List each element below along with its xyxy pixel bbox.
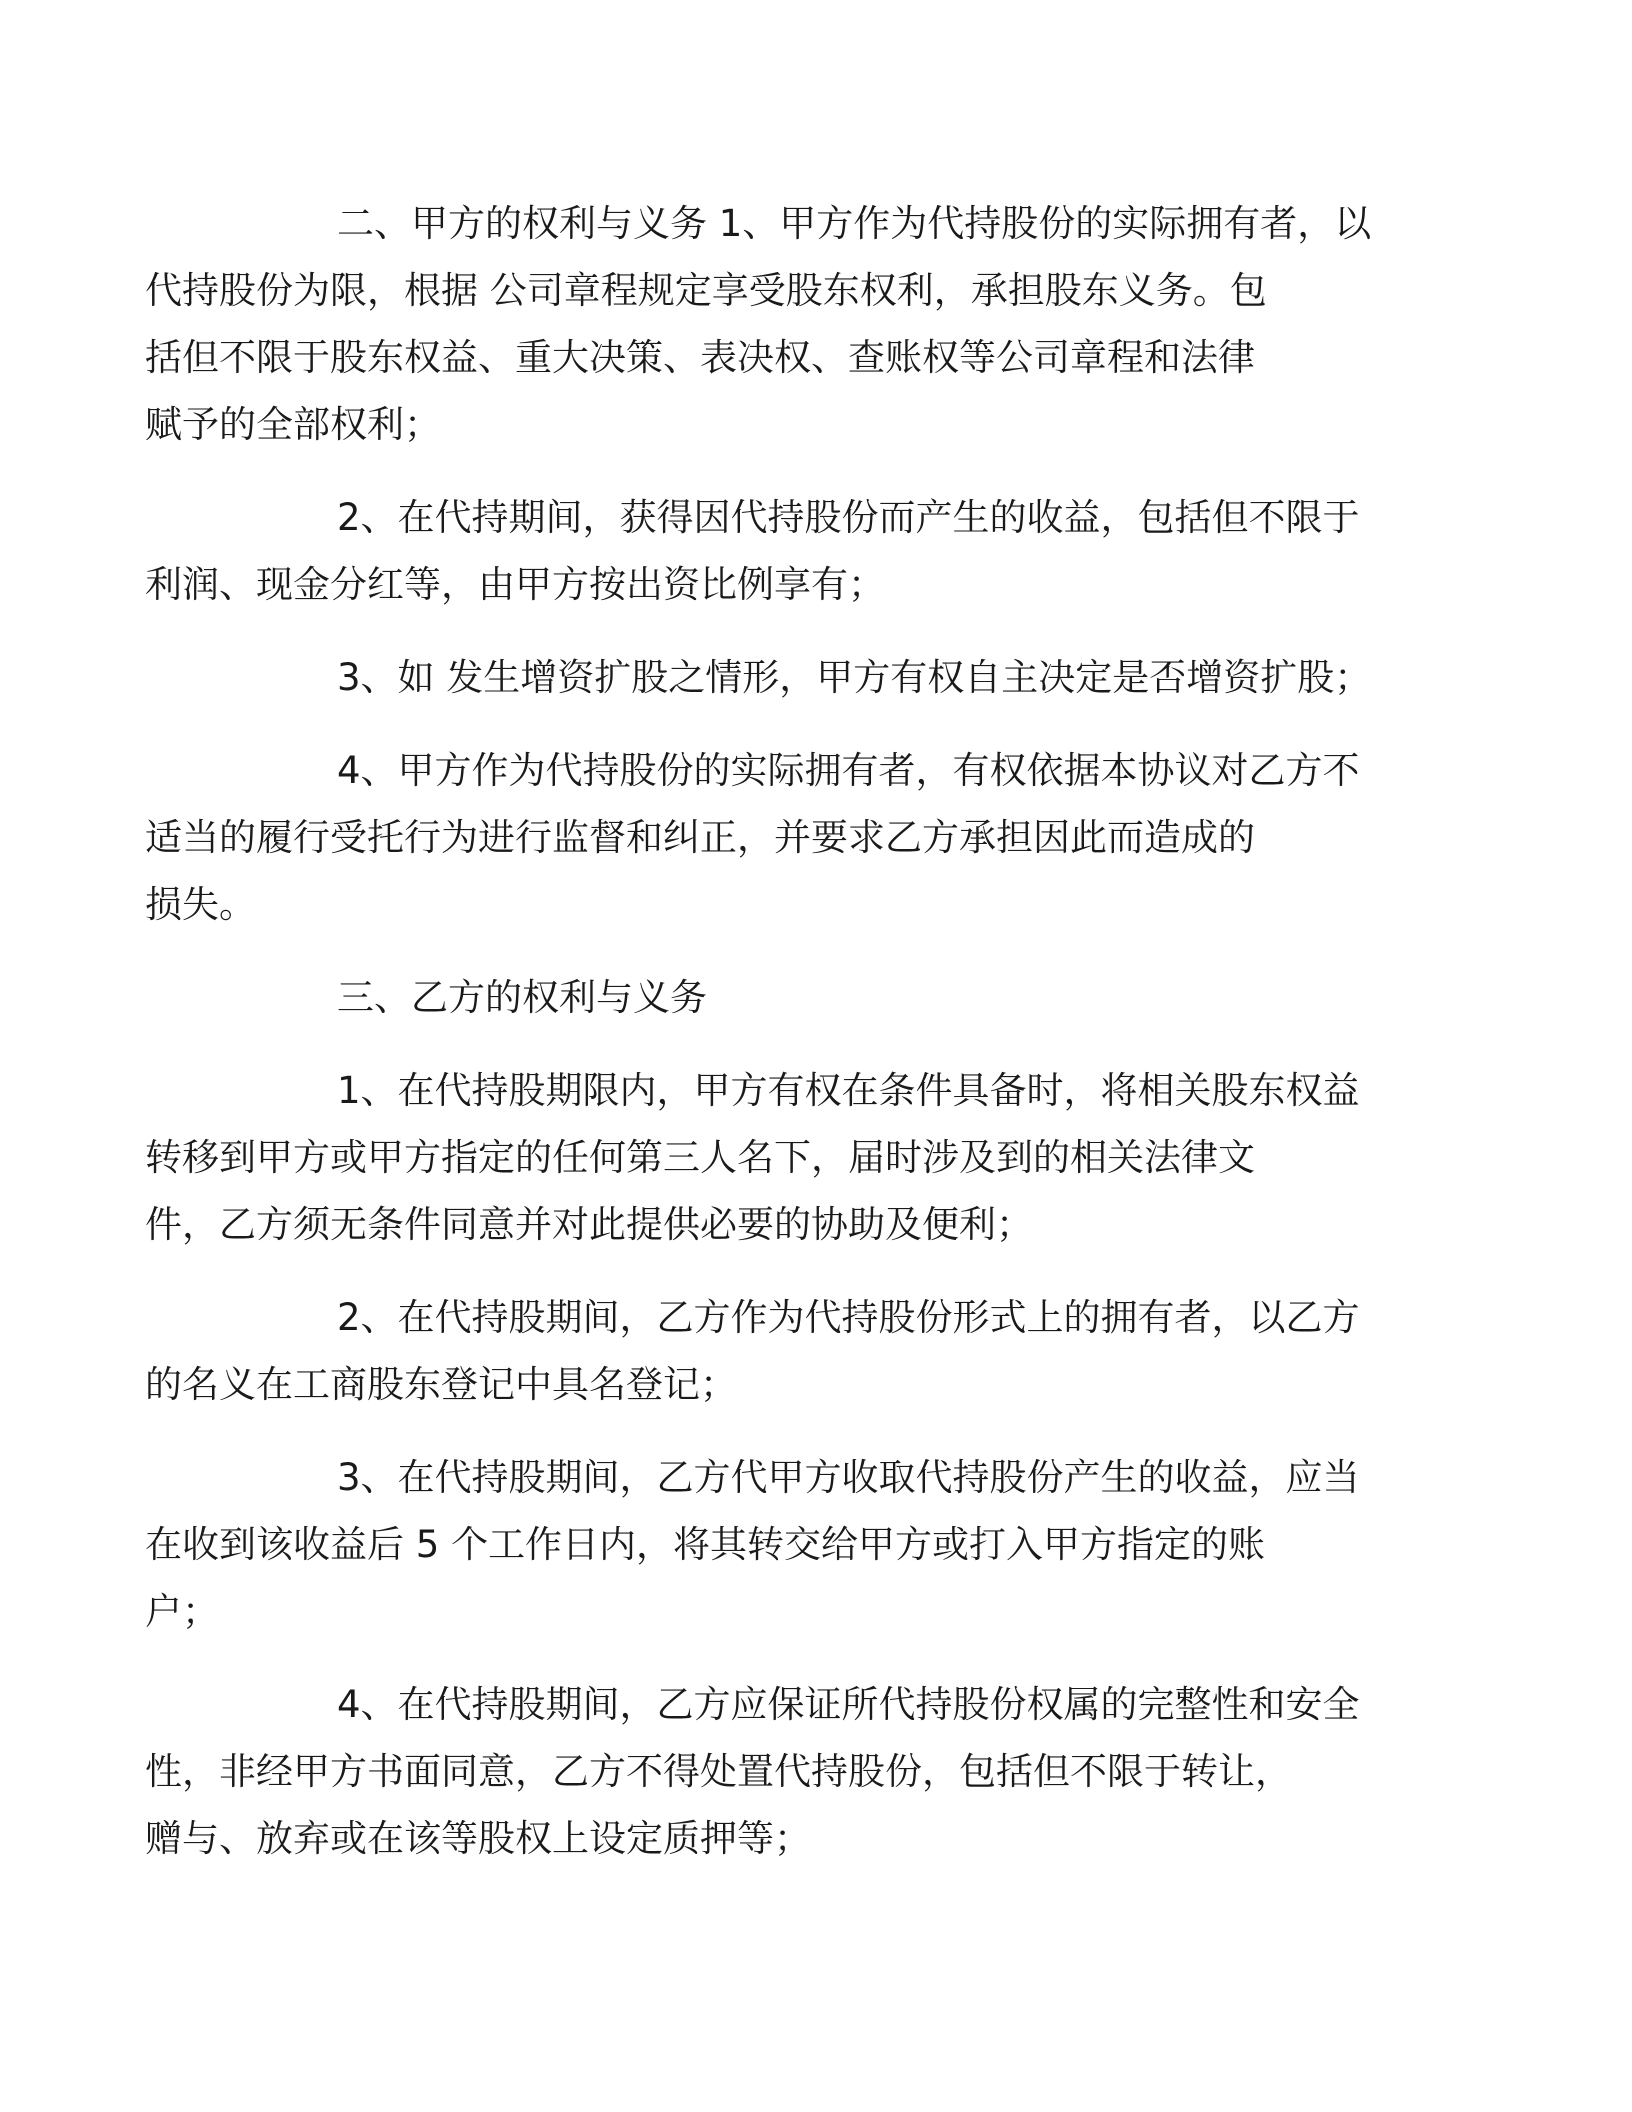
- text-line: 利润、现金分红等，由甲方按出资比例享有；: [145, 563, 885, 606]
- paragraph-a-item-2: [145, 484, 1393, 618]
- text-line: 2、在代持期间，获得因代持股份而产生的收益，包括但不限于: [337, 496, 1360, 539]
- text-line: 在收到该收益后 5 个工作日内，将其转交给甲方或打入甲方指定的账: [145, 1523, 1266, 1566]
- text-line: 转移到甲方或甲方指定的任何第三人名下，届时涉及到的相关法律文: [145, 1136, 1255, 1179]
- paragraph-b-item-4: [145, 1671, 1393, 1872]
- text-line: 二、甲方的权利与义务 1、甲方作为代持股份的实际拥有者，以: [337, 202, 1372, 245]
- text-line: 3、如 发生增资扩股之情形，甲方有权自主决定是否增资扩股；: [337, 656, 1372, 699]
- text-line: 4、在代持股期间，乙方应保证所代持股份权属的完整性和安全: [337, 1683, 1360, 1726]
- text-line: 3、在代持股期间，乙方代甲方收取代持股份产生的收益，应当: [337, 1456, 1360, 1499]
- paragraph-b-item-1: [145, 1057, 1393, 1258]
- paragraph-b-item-3: [145, 1444, 1393, 1645]
- text-line: 适当的履行受托行为进行监督和纠正，并要求乙方承担因此而造成的: [145, 816, 1255, 859]
- text-line: 代持股份为限，根据 公司章程规定享受股东权利，承担股东义务。包: [145, 269, 1267, 312]
- text-line: 损失。: [145, 883, 256, 926]
- paragraph-a-item-4: [145, 737, 1393, 938]
- text-line: 件，乙方须无条件同意并对此提供必要的协助及便利；: [145, 1203, 1033, 1246]
- paragraph-b-item-2: [145, 1284, 1393, 1418]
- paragraph-party-a-rights: [145, 190, 1393, 458]
- section-heading-party-b: [241, 964, 1393, 1031]
- paragraph-a-item-3: [241, 644, 1393, 711]
- text-line: 2、在代持股期间，乙方作为代持股份形式上的拥有者，以乙方: [337, 1296, 1360, 1339]
- text-line: 4、甲方作为代持股份的实际拥有者，有权依据本协议对乙方不: [337, 749, 1360, 792]
- text-line: 括但不限于股东权益、重大决策、表决权、查账权等公司章程和法律: [145, 336, 1255, 379]
- text-line: 户；: [145, 1590, 219, 1633]
- document-body: [145, 190, 1393, 1898]
- text-line: 赋予的全部权利；: [145, 403, 441, 446]
- text-line: 性，非经甲方书面同意，乙方不得处置代持股份，包括但不限于转让，: [145, 1750, 1292, 1793]
- text-line: 1、在代持股期限内，甲方有权在条件具备时，将相关股东权益: [337, 1069, 1360, 1112]
- text-line: 三、乙方的权利与义务: [337, 976, 707, 1019]
- text-line: 赠与、放弃或在该等股权上设定质押等；: [145, 1817, 811, 1860]
- text-line: 的名义在工商股东登记中具名登记；: [145, 1363, 737, 1406]
